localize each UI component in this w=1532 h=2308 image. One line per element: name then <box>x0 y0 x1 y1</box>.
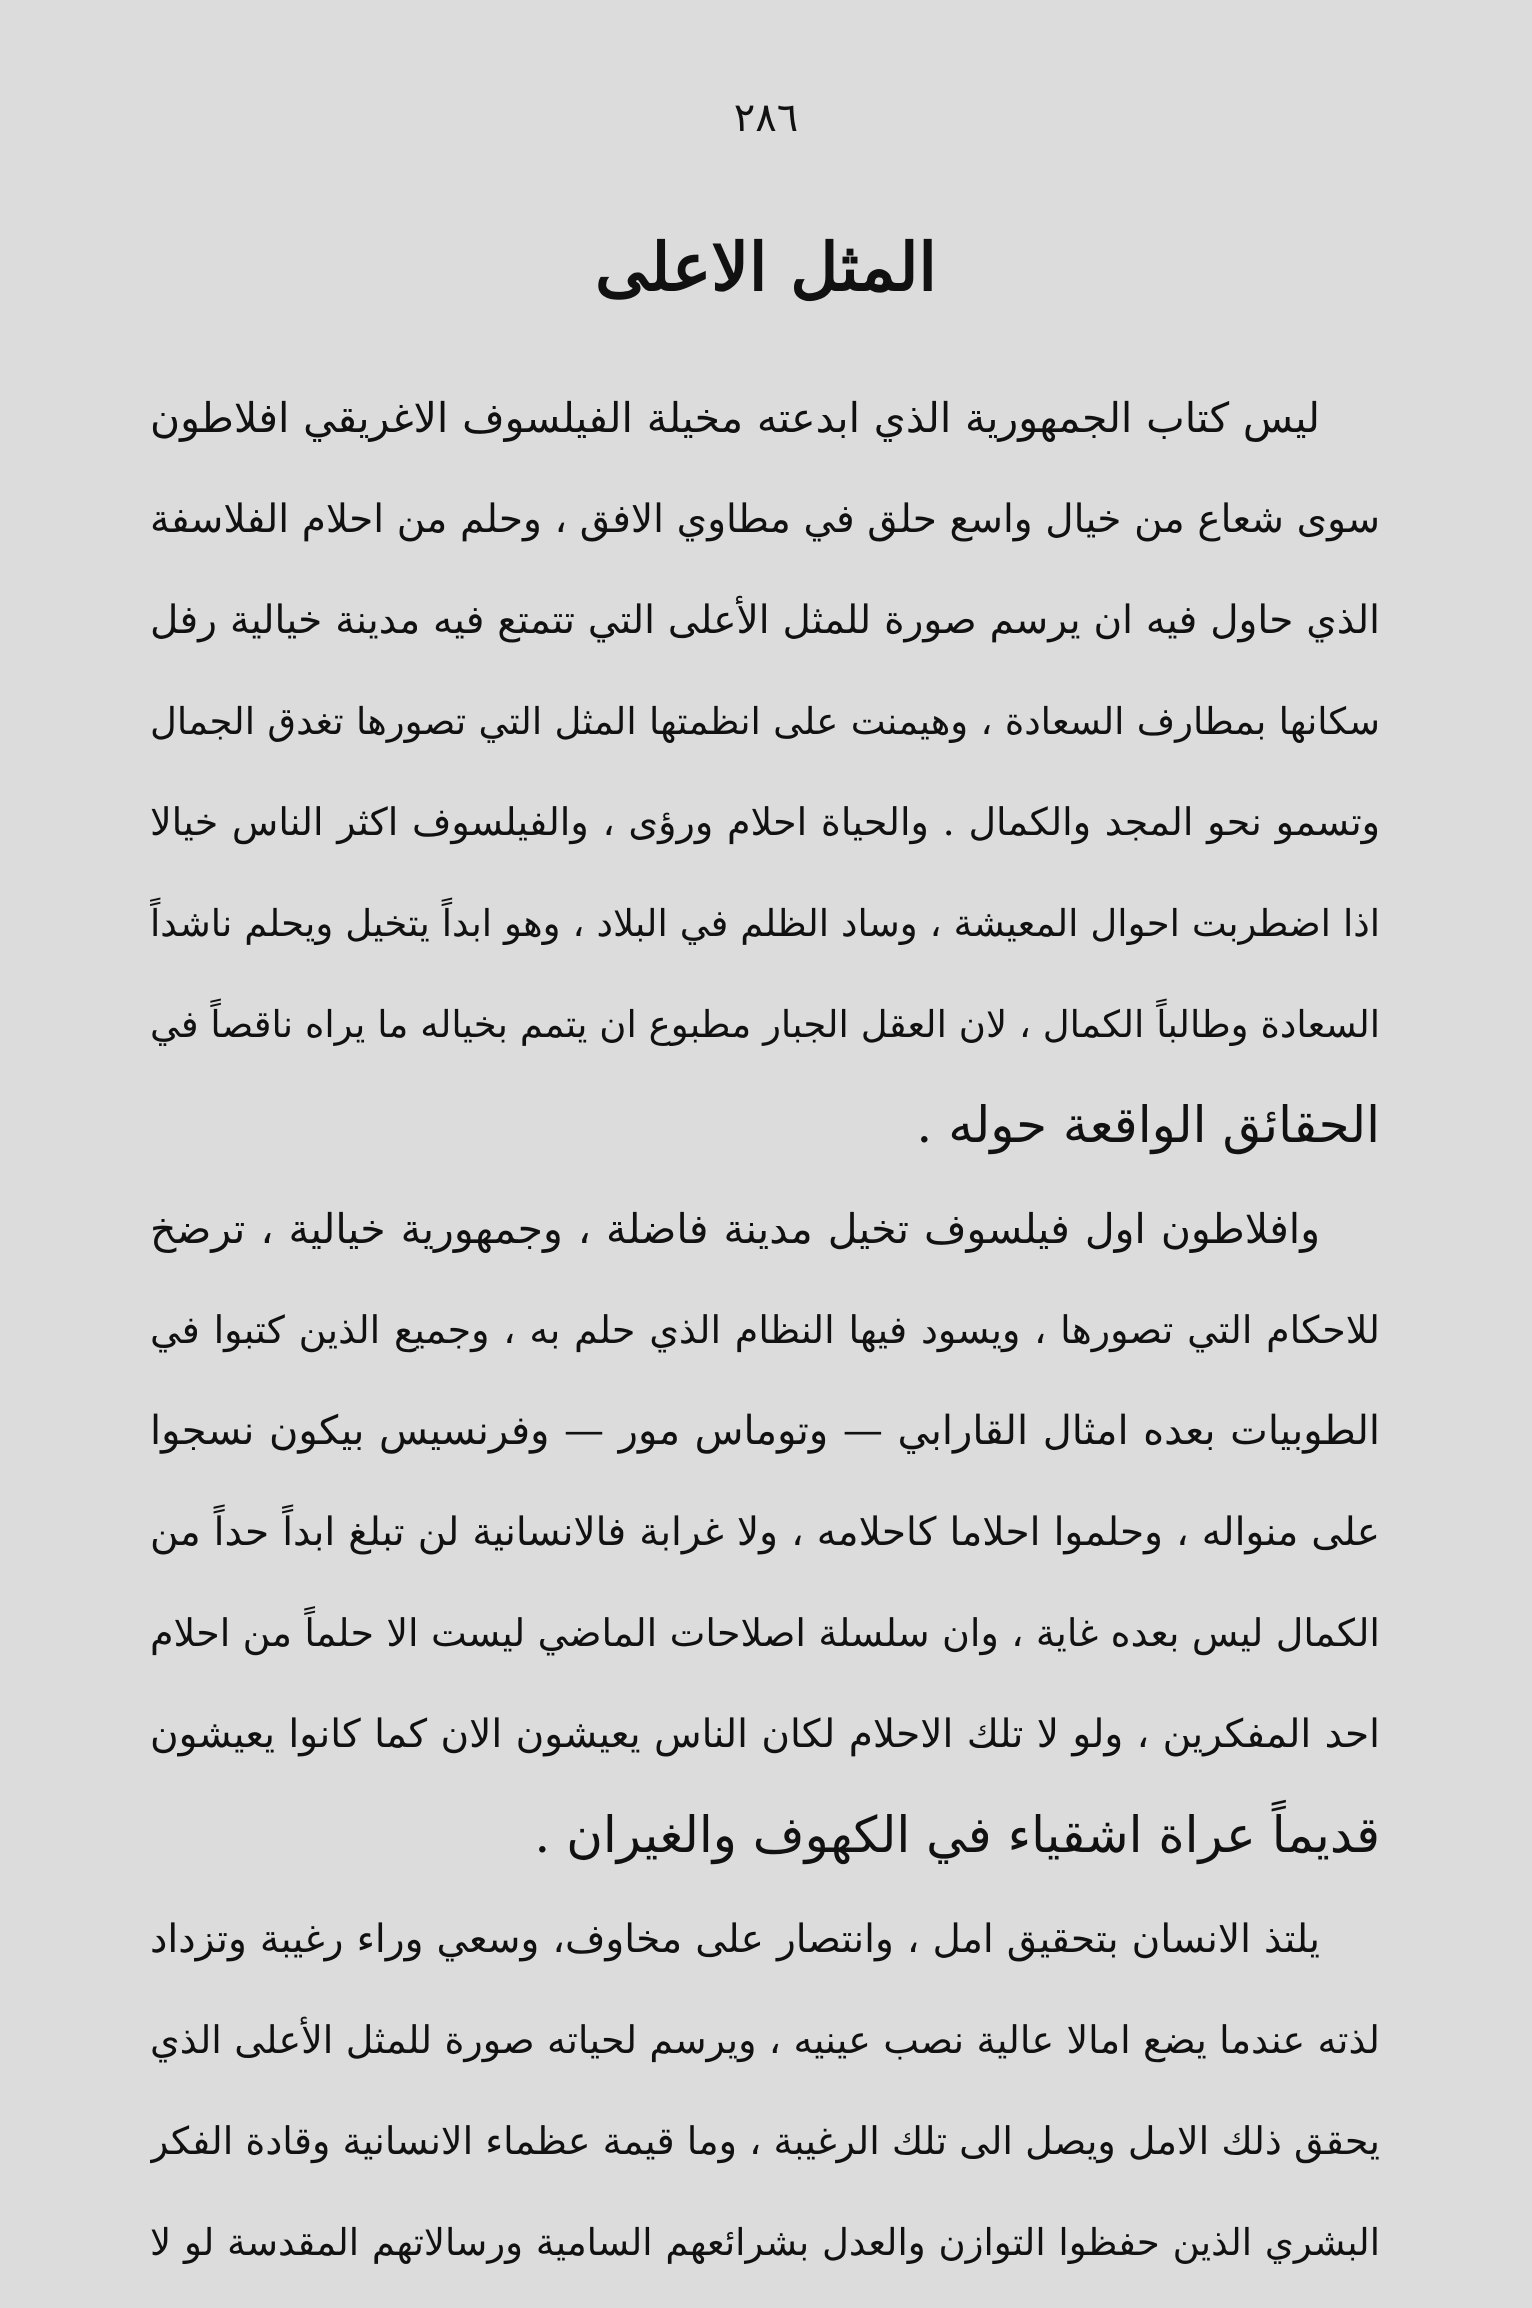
chapter-title: المثل الاعلى <box>595 228 937 306</box>
text-line: سكانها بمطارف السعادة ، وهيمنت على انظمتها المثل التي تصورها تغدق الجمال <box>150 700 1380 743</box>
text-line: الكمال ليس بعده غاية ، وان سلسلة اصلاحات الماضي ليست الا حلماً من احلام <box>150 1611 1380 1655</box>
text-line: الحقائق الواقعة حوله . <box>916 1096 1380 1154</box>
text-line: الذي حاول فيه ان يرسم صورة للمثل الأعلى التي تتمتع فيه مدينة خيالية رفل <box>150 598 1380 643</box>
text-line: على منواله ، وحلموا احلاما كاحلامه ، ولا غرابة فالانسانية لن تبلغ ابداً حداً من <box>150 1510 1380 1555</box>
text-line: البشري الذين حفظوا التوازن والعدل بشرائعهم السامية ورسالاتهم المقدسة لو لا <box>150 2221 1380 2264</box>
text-line: سوى شعاع من خيال واسع حلق في مطاوي الافق ، وحلم من احلام الفلاسفة <box>150 497 1380 542</box>
text-line: لذته عندما يضع امالا عالية نصب عينيه ، ويرسم لحياته صورة للمثل الأعلى الذي <box>150 2018 1380 2062</box>
text-line: يحقق ذلك الامل ويصل الى تلك الرغيبة ، وما قيمة عظماء الانسانية وقادة الفكر <box>150 2119 1380 2163</box>
paragraph-1 <box>150 368 1380 1176</box>
text-line: قديماً عراة اشقياء في الكهوف والغيران . <box>534 1806 1380 1864</box>
paragraph-3 <box>150 1889 1380 2293</box>
text-line: السعادة وطالباً الكمال ، لان العقل الجبار مطبوع ان يتمم بخياله ما يراه ناقصاً في <box>150 1003 1380 1046</box>
text-line: للاحكام التي تصورها ، ويسود فيها النظام الذي حلم به ، وجميع الذين كتبوا في <box>150 1308 1380 1352</box>
text-line: ليس كتاب الجمهورية الذي ابدعته مخيلة الفيلسوف الاغريقي افلاطون <box>150 394 1320 442</box>
body-text <box>150 368 1380 2293</box>
text-line: احد المفكرين ، ولو لا تلك الاحلام لكان الناس يعيشون الان كما كانوا يعيشون <box>150 1712 1380 1757</box>
text-line: يلتذ الانسان بتحقيق امل ، وانتصار على مخاوف، وسعي وراء رغيبة وتزداد <box>150 1917 1320 1962</box>
text-line: وتسمو نحو المجد والكمال . والحياة احلام ورؤى ، والفيلسوف اكثر الناس خيالا <box>150 800 1380 844</box>
text-line: الطوبيات بعده امثال القارابي — وتوماس مور — وفرنسيس بيكون نسجوا <box>150 1408 1380 1454</box>
page-number: ٢٨٦ <box>733 95 799 141</box>
text-line: وافلاطون اول فيلسوف تخيل مدينة فاضلة ، وجمهورية خيالية ، ترضخ <box>150 1205 1320 1253</box>
text-line: اذا اضطربت احوال المعيشة ، وساد الظلم في البلاد ، وهو ابداً يتخيل ويحلم ناشداً <box>150 902 1380 945</box>
paragraph-2 <box>150 1179 1380 1886</box>
